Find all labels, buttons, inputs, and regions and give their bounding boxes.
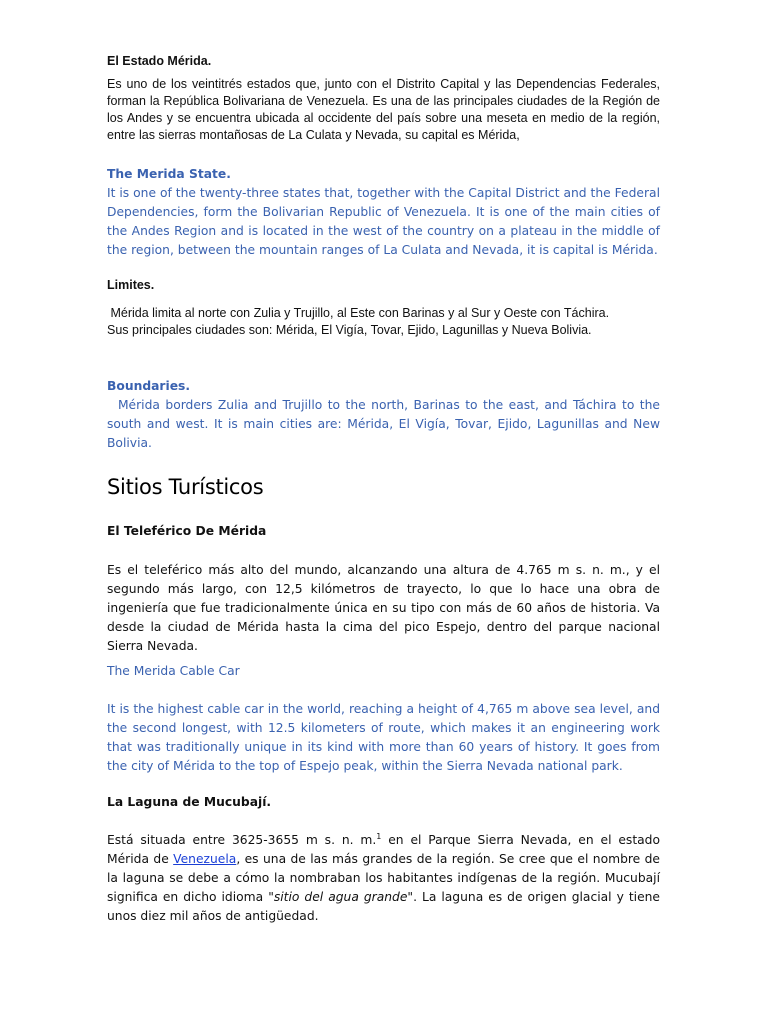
- merida-heading: El Estado Mérida.: [107, 54, 212, 68]
- limites-line-2: Sus principales ciudades son: Mérida, El Vigía, Tovar, Ejido, Lagunillas y Nueva Bolivia.: [107, 323, 592, 337]
- boundaries-heading: Boundaries.: [107, 379, 191, 393]
- merida-paragraph: Es uno de los veintitrés estados que, junto con el Distrito Capital y las Dependencias Federales, forman la República Bolivariana de Venezuela. Es una de las principales ciudades de la Región de los Andes y se encuentra ubicada al occidente del país sobre una meseta en medio de la región, entre las sierras montañosas de La Culata y Nevada, su capital es Mérida,: [107, 77, 660, 142]
- laguna-heading: La Laguna de Mucubají.: [107, 795, 272, 809]
- cable-car-paragraph: It is the highest cable car in the world, reaching a height of 4,765 m above sea level, and the second longest, with 12.5 kilometers of route, which makes it an engineering work that was traditionally unique in its kind with more than 60 years of history. It goes from the city of Mérida to the top of Espejo peak, within the Sierra Nevada national park.: [107, 702, 660, 773]
- limites-line-1: Mérida limita al norte con Zulia y Trujillo, al Este con Barinas y al Sur y Oeste con Táchira.: [107, 306, 610, 320]
- merida-state-heading: The Merida State.: [107, 167, 231, 181]
- laguna-text-1: Está situada entre 3625-3655 m s. n. m.: [107, 833, 377, 847]
- venezuela-link[interactable]: Venezuela: [173, 852, 237, 866]
- section-title: Sitios Turísticos: [107, 475, 264, 499]
- teleferico-heading: El Teleférico De Mérida: [107, 524, 267, 538]
- boundaries-paragraph: Mérida borders Zulia and Trujillo to the north, Barinas to the east, and Táchira to the south and west. It is main cities are: Mérida, El Vigía, Tovar, Ejido, Lagunillas and New Bolivia.: [107, 398, 664, 450]
- footnote-marker[interactable]: 1: [376, 831, 382, 841]
- teleferico-paragraph: Es el teleférico más alto del mundo, alcanzando una altura de 4.765 m s. n. m., y el segundo más largo, con 12,5 kilómetros de trayecto, lo que lo hace una obra de ingeniería que fue tradicionalmente única en su tipo con más de 60 años de historia. Va desde la ciudad de Mérida hasta la cima del pico Espejo, dentro del parque nacional Sierra Nevada.: [107, 563, 660, 653]
- merida-state-paragraph: It is one of the twenty-three states that, together with the Capital District and the Federal Dependencies, form the Bolivarian Republic of Venezuela. It is one of the main cities of the Andes Region and is located in the west of the country on a plateau in the middle of the region, between the mountain ranges of La Culata and Nevada, it is capital is Mérida.: [107, 186, 660, 257]
- laguna-text-2: en el Parque Sierra Nevada, en el estado Mérida de: [107, 833, 660, 866]
- limites-heading: Limites.: [107, 278, 155, 292]
- laguna-text-3: , es una de las más grandes de la región. Se cree que el nombre de la laguna se debe a cómo la nombraban los habitantes indígenas de la región. Mucubají significa en dicho idioma: [107, 852, 660, 904]
- laguna-italic-phrase: "sitio del agua grande": [268, 890, 414, 904]
- laguna-text-4: . La laguna es de origen glacial y tiene unos diez mil años de antigüedad.: [107, 890, 660, 923]
- laguna-paragraph: [107, 831, 660, 926]
- cable-car-heading: The Merida Cable Car: [107, 664, 240, 678]
